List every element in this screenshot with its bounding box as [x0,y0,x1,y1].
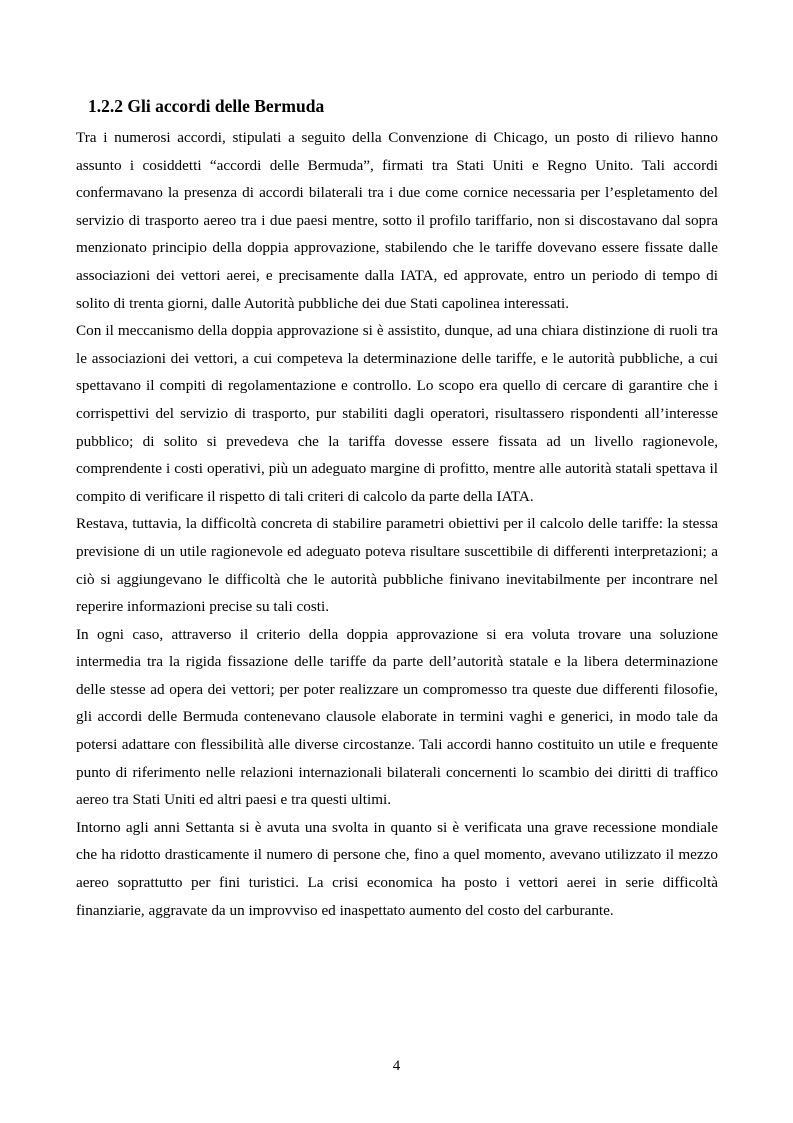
section-body [76,124,718,924]
page-number: 4 [392,1058,401,1074]
section-heading: 1.2.2 Gli accordi delle Bermuda [88,96,325,116]
paragraph-bermuda-agreements: Tra i numerosi accordi, stipulati a seguito della Convenzione di Chicago, un posto di rilievo hanno assunto i cosiddetti “accordi delle Bermuda”, firmati tra Stati Uniti e Regno Unito. Tali accordi confermavano la presenza di accordi bilaterali tra i due come cornice necessaria per l’espletamento del servizio di trasporto aereo tra i due paesi mentre, sotto il profilo tariffario, non si discostavano dal sopra menzionato principio della doppia approvazione, stabilendo che le tariffe dovevano essere fissate dalle associazioni dei vettori aerei, e precisamente dalla IATA, ed approvate, entro un periodo di tempo di solito di trenta giorni, dalle Autorità pubbliche dei due Stati capolinea interessati. [76,129,718,312]
paragraph-double-approval: Con il meccanismo della doppia approvazione si è assistito, dunque, ad una chiara distinzione di ruoli tra le associazioni dei vettori, a cui competeva la determinazione delle tariffe, e le autorità pubbliche, a cui spettavano il compiti di regolamentazione e controllo. Lo scopo era quello di cercare di garantire che i corrispettivi del servizio di trasporto, pur stabiliti dagli operatori, risultassero rispondenti all’interesse pubblico; di solito si prevedeva che la tariffa dovesse essere fissata ad un livello ragionevole, comprendente i costi operativi, più un adeguato margine di profitto, mentre alle autorità statali spettava il compito di verificare il rispetto di tali criteri di calcolo da parte della IATA. [76,322,718,505]
paragraph-seventies-crisis: Intorno agli anni Settanta si è avuta una svolta in quanto si è verificata una grave recessione mondiale che ha ridotto drasticamente il numero di persone che, fino a quel momento, avevano utilizzato il mezzo aereo soprattutto per fini turistici. La crisi economica ha posto i vettori aerei in serie difficoltà finanziarie, aggravate da un improvviso ed inaspettato aumento del costo del carburante. [76,818,718,919]
paragraph-difficulties: Restava, tuttavia, la difficoltà concreta di stabilire parametri obiettivi per il calcolo delle tariffe: la stessa previsione di un utile ragionevole ed adeguato poteva risultare suscettibile di differenti interpretazioni; a ciò si aggiungevano le difficoltà che le autorità pubbliche finivano inevitabilmente per incontrare nel reperire informazioni precise su tali costi. [76,515,718,616]
document-page [76,94,718,924]
paragraph-compromise: In ogni caso, attraverso il criterio della doppia approvazione si era voluta trovare una soluzione intermedia tra la rigida fissazione delle tariffe da parte dell’autorità statale e la libera determinazione delle stesse ad opera dei vettori; per poter realizzare un compromesso tra queste due differenti filosofie, gli accordi delle Bermuda contenevano clausole elaborate in termini vaghi e generici, in modo tale da potersi adattare con flessibilità alle diverse circostanze. Tali accordi hanno costituito un utile e frequente punto di riferimento nelle relazioni internazionali bilaterali concernenti lo scambio dei diritti di traffico aereo tra Stati Uniti ed altri paesi e tra questi ultimi. [76,625,718,809]
